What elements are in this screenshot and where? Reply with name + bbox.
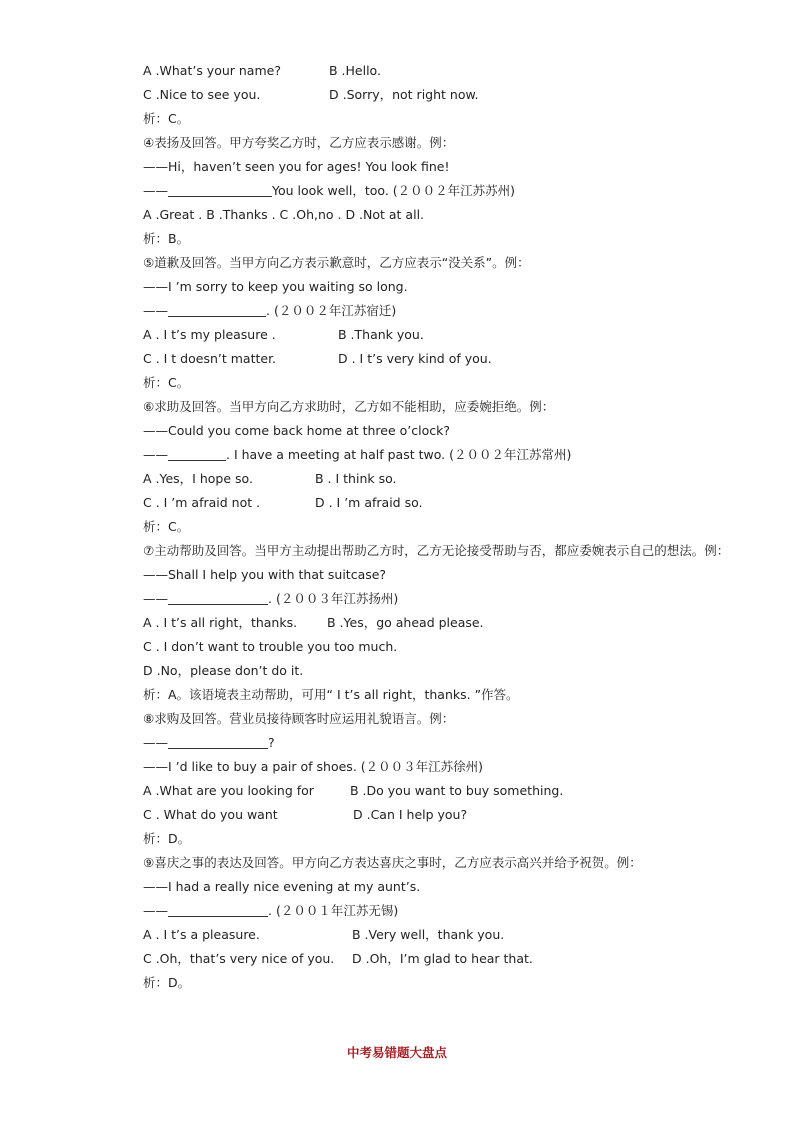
option-b: B .Very well，thank you. — [352, 927, 505, 942]
dialogue-blank-line — [143, 301, 396, 321]
answer-line: 析：D。 — [143, 831, 191, 846]
page-footer: 中考易错题大盘点 — [346, 1045, 447, 1060]
dialogue-blank-line — [143, 901, 398, 921]
option-row — [143, 613, 484, 633]
option-a: A .What are you looking for — [143, 783, 314, 798]
answer-line: 析：D。 — [143, 975, 191, 990]
option-b: B .Do you want to buy something. — [350, 783, 564, 798]
option-row — [143, 469, 397, 489]
section-heading: ⑤道歉及回答。当甲方向乙方表示歉意时，乙方应表示“没关系”。例： — [143, 255, 530, 270]
section-heading: ④表扬及回答。甲方夸奖乙方时，乙方应表示感谢。例： — [143, 135, 455, 150]
option-a: A .Yes，I hope so. — [143, 471, 253, 486]
answer-blank — [168, 735, 268, 749]
option-b: B . I think so. — [315, 471, 397, 486]
dash: —— — [143, 183, 168, 198]
answer-blank — [168, 903, 268, 917]
option-c: C . I don’t want to trouble you too much. — [143, 639, 398, 654]
option-row — [143, 805, 468, 825]
dialogue-line: ——I ’m sorry to keep you waiting so long. — [143, 279, 408, 294]
answer-line: 析：C。 — [143, 375, 190, 390]
section-heading: ⑥求助及回答。当甲方向乙方求助时，乙方如不能相助，应委婉拒绝。例： — [143, 399, 555, 414]
dash: —— — [143, 735, 168, 750]
dialogue-line: ——I had a really nice evening at my aunt’s. — [143, 879, 421, 894]
option-c: C . I t doesn’t matter. — [143, 351, 277, 366]
option-d: D . I t’s very kind of you. — [338, 351, 492, 366]
option-row — [143, 493, 423, 513]
dialogue-text: . I have a meeting at half past two. (２００２年江苏常州) — [226, 447, 572, 462]
option-c: C . What do you want — [143, 807, 278, 822]
dialogue-text: You look well，too. (２００２年江苏苏州) — [272, 183, 516, 198]
dialogue-text: . (２００３年江苏扬州) — [268, 591, 399, 606]
option-row — [143, 781, 564, 801]
answer-blank — [168, 591, 268, 605]
option-d: D .Sorry，not right now. — [329, 87, 479, 102]
option-c: C . I ’m afraid not . — [143, 495, 261, 510]
option-row — [143, 61, 381, 81]
dialogue-blank-line — [143, 733, 275, 753]
dialogue-text: . (２００１年江苏无锡) — [268, 903, 399, 918]
option-d: D .Can I help you? — [353, 807, 468, 822]
option-a: A . I t’s a pleasure. — [143, 927, 260, 942]
dash: —— — [143, 903, 168, 918]
option-row — [143, 349, 492, 369]
option-row: A .Great . B .Thanks . C .Oh,no . D .Not at all. — [143, 207, 425, 222]
answer-blank — [168, 183, 272, 197]
option-d: D . I ’m afraid so. — [315, 495, 423, 510]
section-heading: ⑦主动帮助及回答。当甲方主动提出帮助乙方时，乙方无论接受帮助与否，都应委婉表示自己的想法。例： — [143, 543, 730, 558]
dialogue-text: . (２００２年江苏宿迁) — [266, 303, 397, 318]
option-a: A . I t’s my pleasure . — [143, 327, 276, 342]
section-heading: ⑧求购及回答。营业员接待顾客时应运用礼貌语言。例： — [143, 711, 455, 726]
option-a: A . I t’s all right，thanks. — [143, 615, 298, 630]
dash: —— — [143, 447, 168, 462]
answer-line: 析：C。 — [143, 111, 190, 126]
answer-line: 析：A。该语境表主动帮助，可用“ I t’s all right，thanks. ”作答。 — [143, 687, 519, 702]
option-d: D .Oh，I’m glad to hear that. — [352, 951, 533, 966]
option-c: C .Nice to see you. — [143, 87, 261, 102]
answer-line: 析：C。 — [143, 519, 190, 534]
dash: —— — [143, 591, 168, 606]
option-c: C .Oh，that’s very nice of you. — [143, 951, 335, 966]
dialogue-line: ——Could you come back home at three o’clock? — [143, 423, 451, 438]
option-a: A .What’s your name? — [143, 63, 281, 78]
option-row — [143, 949, 533, 969]
section-heading: ⑨喜庆之事的表达及回答。甲方向乙方表达喜庆之事时，乙方应表示高兴并给予祝贺。例： — [143, 855, 642, 870]
dialogue-blank-line — [143, 445, 571, 465]
option-b: B .Yes，go ahead please. — [327, 615, 484, 630]
dialogue-blank-line — [143, 181, 515, 201]
dialogue-line: ——Shall I help you with that suitcase? — [143, 567, 387, 582]
option-b: B .Hello. — [329, 63, 381, 78]
dialogue-line: ——I ’d like to buy a pair of shoes. (２００３年江苏徐州) — [143, 759, 484, 774]
option-row — [143, 85, 479, 105]
answer-line: 析：B。 — [143, 231, 190, 246]
answer-blank — [168, 447, 226, 461]
answer-blank — [168, 303, 266, 317]
option-d: D .No，please don’t do it. — [143, 663, 304, 678]
dialogue-line: ——Hi，haven’t seen you for ages! You look fine! — [143, 159, 450, 174]
option-row — [143, 325, 424, 345]
dialogue-text: ? — [268, 735, 275, 750]
option-row — [143, 925, 505, 945]
dialogue-blank-line — [143, 589, 398, 609]
dash: —— — [143, 303, 168, 318]
option-b: B .Thank you. — [338, 327, 424, 342]
